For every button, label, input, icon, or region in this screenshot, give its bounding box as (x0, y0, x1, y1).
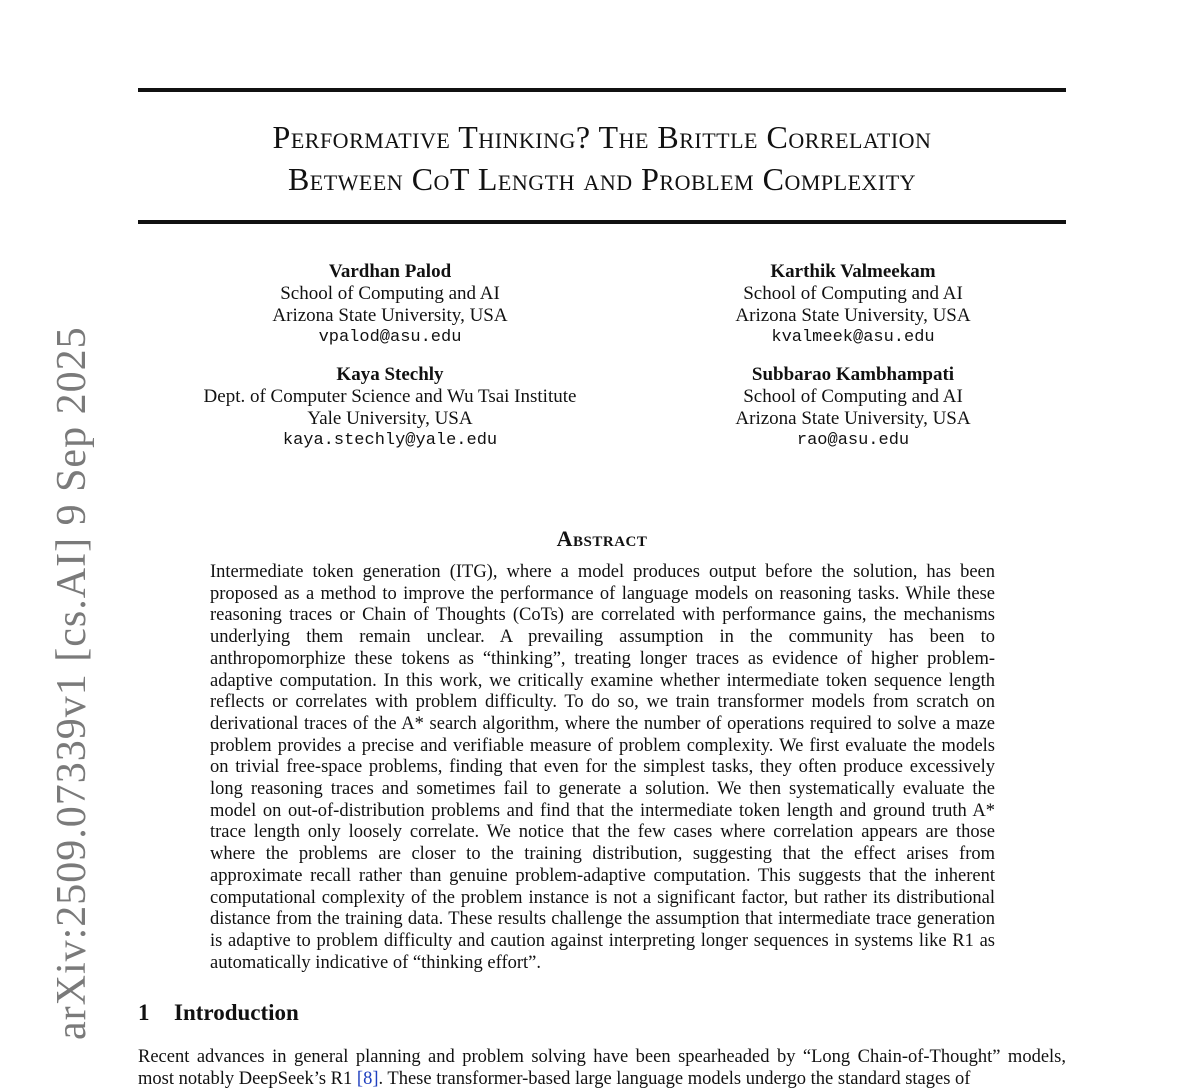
author-affiliation: School of Computing and AI (743, 386, 963, 407)
intro-text-part: Recent advances in general planning and problem solving have been spearheaded by “Long Chain-of-Thought” models, most notably DeepSeek’s R1 (138, 1047, 1066, 1089)
author-name: Vardhan Palod (328, 261, 452, 282)
citation-link[interactable]: [8] (356, 1069, 379, 1089)
author-email[interactable]: kvalmeek@asu.edu (771, 328, 935, 347)
section-heading (138, 1000, 299, 1026)
author-name: Kaya Stechly (336, 364, 444, 385)
intro-text-part: . These transformer-based large language models undergo the standard stages of (378, 1069, 971, 1089)
section-number: 1 (138, 1000, 150, 1025)
author-institution: Arizona State University, USA (735, 305, 971, 326)
author-affiliation: Dept. of Computer Science and Wu Tsai Institute (203, 386, 577, 407)
section-title: Introduction (174, 1000, 299, 1025)
author-block (190, 261, 590, 349)
author-name: Karthik Valmeekam (770, 261, 936, 282)
arxiv-identifier: arXiv:2509.07339v1 [cs.AI] 9 Sep 2025 (49, 326, 95, 1040)
title-top-rule (138, 88, 1066, 92)
paper-title (138, 116, 1066, 200)
author-institution: Arizona State University, USA (272, 305, 508, 326)
title-bottom-rule (138, 220, 1066, 224)
title-line-1: Performative Thinking? The Brittle Correlation (272, 119, 932, 155)
author-email[interactable]: rao@asu.edu (796, 431, 910, 450)
author-block (190, 364, 590, 452)
author-institution: Arizona State University, USA (735, 408, 971, 429)
author-institution: Yale University, USA (307, 408, 473, 429)
author-block (653, 364, 1053, 452)
author-block (653, 261, 1053, 349)
author-affiliation: School of Computing and AI (743, 283, 963, 304)
author-affiliation: School of Computing and AI (280, 283, 500, 304)
author-email[interactable]: kaya.stechly@yale.edu (282, 431, 498, 450)
abstract-text: Intermediate token generation (ITG), where a model produces output before the solution, has been proposed as a method to improve the performance of language models on reasoning tasks. While these reasoning traces or Chain of Thoughts (CoTs) are correlated with performance gains, the mechanisms underlying them remain unclear. A prevailing assumption in the community has been to anthropomorphize these tokens as “thinking”, treating longer traces as evidence of higher problem-adaptive computation. In this work, we critically examine whether intermediate token sequence length reflects or correlates with problem difficulty. To do so, we train transformer models from scratch on derivational traces of the A* search algorithm, where the number of operations required to solve a maze problem provides a precise and verifiable measure of problem complexity. We first evaluate the models on trivial free-space problems, finding that even for the simplest tasks, they often produce excessively long reasoning traces and sometimes fail to generate a solution. We then systematically evaluate the model on out-of-distribution problems and find that the intermediate token length and ground truth A* trace length only loosely correlate. We notice that the few cases where correlation appears are those where the problems are closer to the training distribution, suggesting that the effect arises from approximate recall rather than genuine problem-adaptive computation. This suggests that the inherent computational complexity of the problem instance is not a significant factor, but rather its distributional distance from the training data. These results challenge the assumption that intermediate trace generation is adaptive to problem difficulty and caution against interpreting longer sequences in systems like R1 as automatically indicative of “thinking effort”. (210, 562, 995, 973)
title-line-2: Between CoT Length and Problem Complexity (287, 161, 917, 197)
author-name: Subbarao Kambhampati (751, 364, 955, 385)
author-email[interactable]: vpalod@asu.edu (318, 328, 462, 347)
introduction-text (138, 1046, 1066, 1090)
abstract-heading: Abstract (556, 526, 648, 551)
